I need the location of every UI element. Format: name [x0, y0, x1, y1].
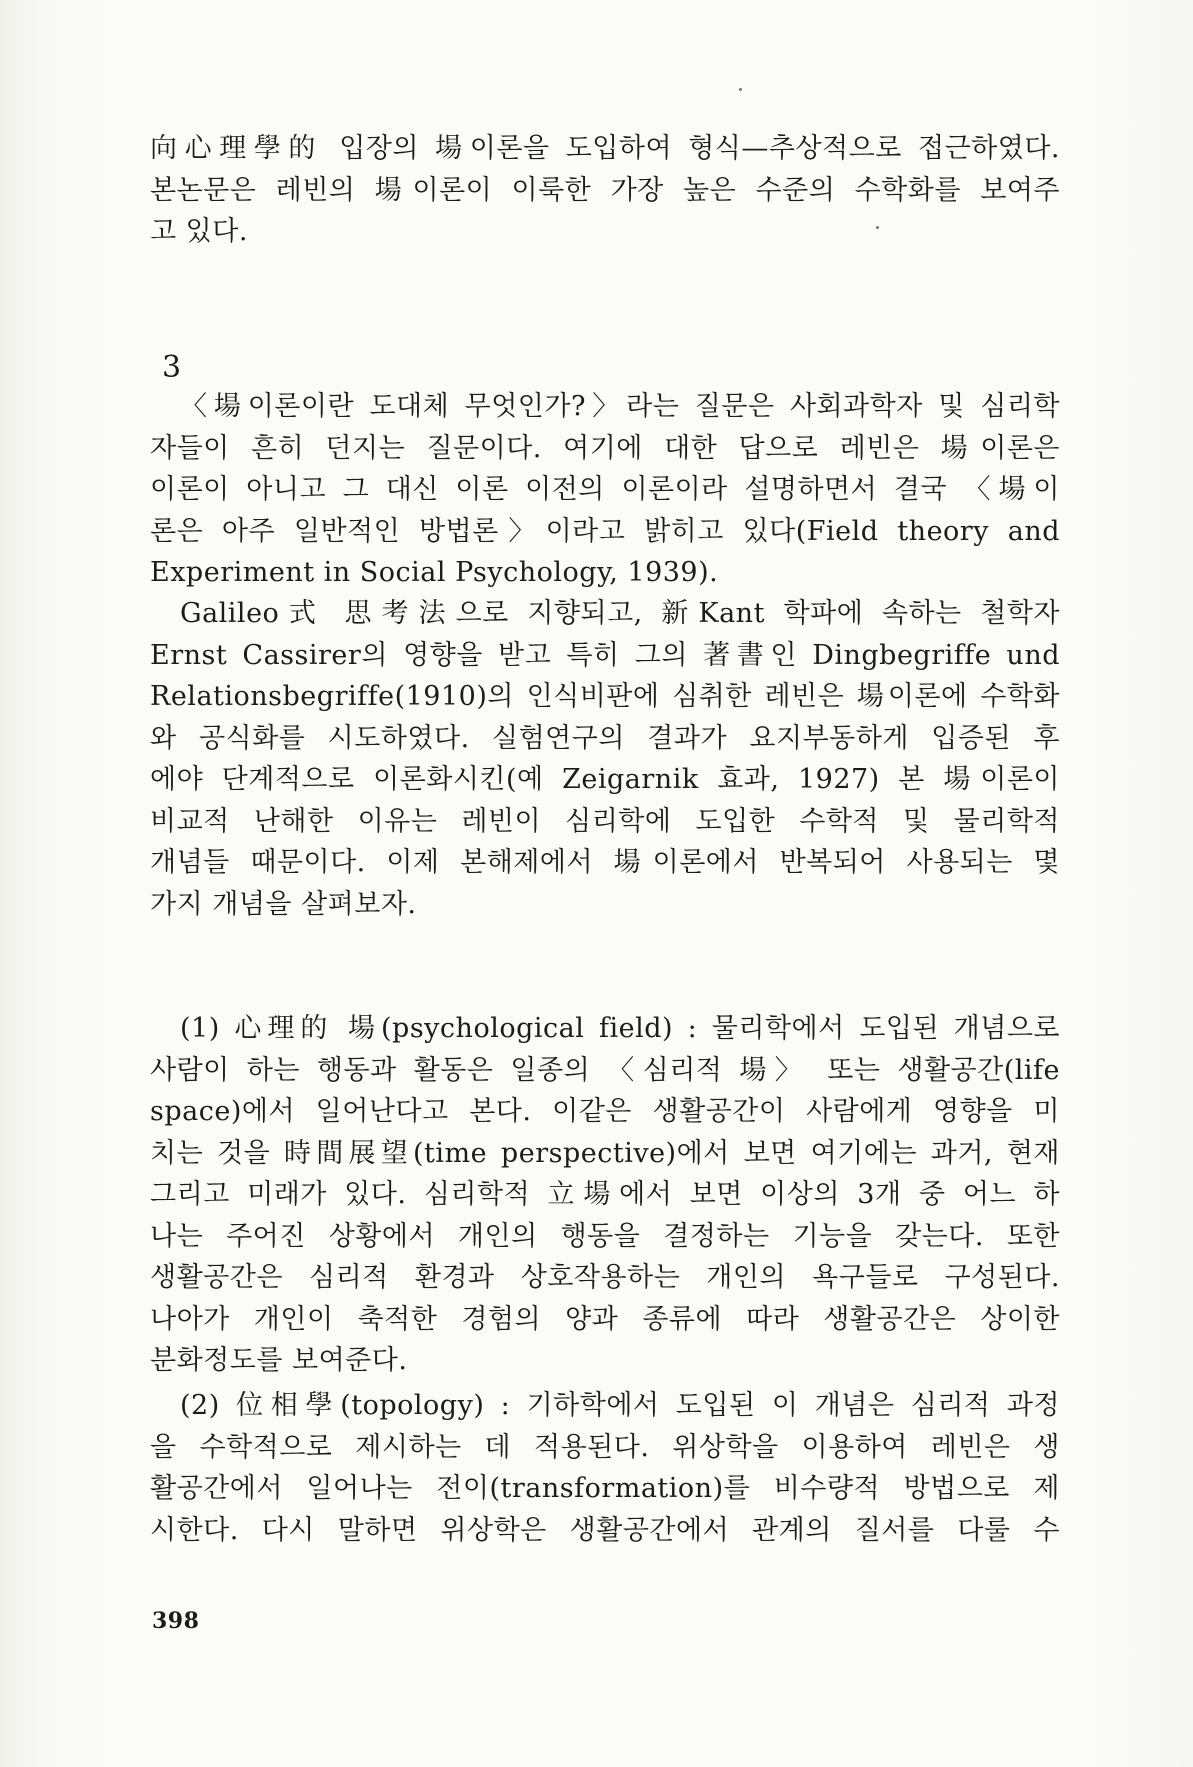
section-3-paragraph-1: [150, 386, 1060, 594]
text-line: 생활공간은 심리적 환경과 상호작용하는 개인의 욕구들로 구성된다.: [150, 1262, 1060, 1293]
text-line: Experiment in Social Psychology, 1939).: [150, 557, 719, 588]
text-line: Ernst Cassirer의 영향을 받고 특히 그의 著書인 Dingbegriffe und: [150, 639, 1060, 671]
text-line: (2) 位相學(topology) : 기하학에서 도입된 이 개념은 심리적 과정: [180, 1390, 1060, 1421]
text-line: (1) 心理的 場(psychological field) : 물리학에서 도입된 개념으로: [180, 1013, 1060, 1044]
scan-speck: [739, 88, 742, 91]
text-line: 치는 것을 時間展望(time perspective)에서 보면 여기에는 과거, 현재: [150, 1137, 1060, 1169]
text-line: 고 있다.: [150, 216, 248, 247]
text-line: space)에서 일어난다고 본다. 이같은 생활공간이 사람에게 영향을 미: [150, 1096, 1060, 1127]
section-number: 3: [162, 350, 182, 385]
text-line: 가지 개념을 살펴보자.: [150, 888, 417, 920]
text-line: 그리고 미래가 있다. 심리학적 立場에서 보면 이상의 3개 중 어느 하: [150, 1179, 1060, 1210]
text-line: Galileo式 思考法으로 지향되고, 新Kant 학파에 속하는 철학자: [180, 598, 1060, 629]
item-2-topology: [150, 1385, 1060, 1551]
text-line: 분화정도를 보여준다.: [150, 1345, 408, 1376]
text-line: 자들이 흔히 던지는 질문이다. 여기에 대한 답으로 레빈은 場이론은: [150, 432, 1060, 464]
page-number: 398: [152, 1608, 200, 1634]
intro-continuation-paragraph: [150, 128, 1060, 253]
text-line: 개념들 때문이다. 이제 본해제에서 場이론에서 반복되어 사용되는 몇: [150, 847, 1060, 878]
item-1-psychological-field: [150, 1008, 1060, 1382]
text-line: 본논문은 레빈의 場이론이 이룩한 가장 높은 수준의 수학화를 보여주: [150, 174, 1060, 206]
text-line: 비교적 난해한 이유는 레빈이 심리학에 도입한 수학적 및 물리학적: [150, 805, 1060, 837]
text-line: 시한다. 다시 말하면 위상학은 생활공간에서 관계의 질서를 다룰 수: [150, 1514, 1060, 1546]
text-line: 이론이 아니고 그 대신 이론 이전의 이론이라 설명하면서 결국 〈場이: [150, 474, 1060, 505]
text-line: 나아가 개인이 축적한 경험의 양과 종류에 따라 생활공간은 상이한: [150, 1303, 1060, 1335]
section-3-paragraph-2: [150, 593, 1060, 925]
text-line: 〈場이론이란 도대체 무엇인가?〉라는 질문은 사회과학자 및 심리학: [180, 391, 1060, 422]
text-line: 에야 단계적으로 이론화시킨(예 Zeigarnik 효과, 1927) 본 場이론이: [150, 764, 1060, 795]
text-line: 을 수학적으로 제시하는 데 적용된다. 위상학을 이용하여 레빈은 생: [150, 1431, 1060, 1463]
text-line: Relationsbegriffe(1910)의 인식비판에 심취한 레빈은 場이론에 수학화: [150, 681, 1060, 712]
text-line: 활공간에서 일어나는 전이(transformation)를 비수량적 방법으로 제: [150, 1473, 1060, 1504]
text-line: 向心理學的 입장의 場이론을 도입하여 형식—추상적으로 접근하였다.: [150, 133, 1060, 164]
text-line: 와 공식화를 시도하였다. 실험연구의 결과가 요지부동하게 입증된 후: [150, 722, 1060, 754]
text-line: 사람이 하는 행동과 활동은 일종의 〈심리적 場〉 또는 생활공간(life: [150, 1054, 1060, 1086]
text-line: 론은 아주 일반적인 방법론〉이라고 밝히고 있다(Field theory and: [150, 515, 1060, 547]
text-line: 나는 주어진 상황에서 개인의 행동을 결정하는 기능을 갖는다. 또한: [150, 1220, 1060, 1252]
